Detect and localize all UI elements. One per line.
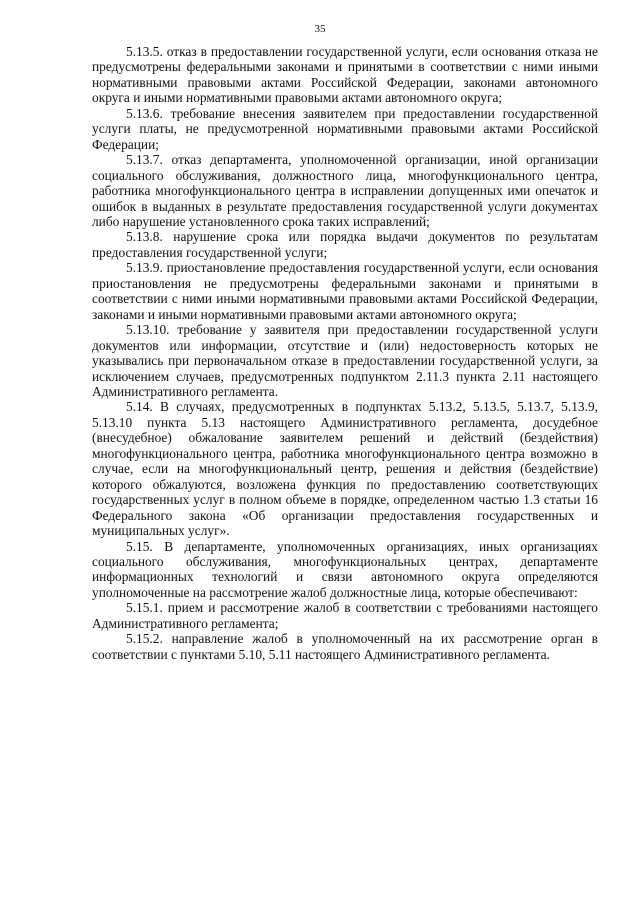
paragraph-5-13-9: 5.13.9. приостановление предоставления государственной услуги, если основания приостановления не предусмотрены федеральными законами и принятыми в соответствии с ними иными нормативными правовыми актами Российской Федерации, законами и иными нормативными правовыми актами автономного округа; (92, 260, 598, 322)
paragraph-5-14: 5.14. В случаях, предусмотренных в подпунктах 5.13.2, 5.13.5, 5.13.7, 5.13.9, 5.13.10 пункта 5.13 настоящего Административного регламента, досудебное (внесудебное) обжалование заявителем решений и действий (бездействия) многофункционального центра, работника многофункционального центра возможно в случае, если на многофункциональный центр, решения и действия (бездействие) которого обжалуются, возложена функция по предоставлению соответствующих государственных услуг в полном объеме в порядке, определенном частью 1.3 статьи 16 Федерального закона «Об организации предоставления государственных и муниципальных услуг». (92, 399, 598, 539)
paragraph-5-13-5: 5.13.5. отказ в предоставлении государственной услуги, если основания отказа не предусмотрены федеральными законами и принятыми в соответствии с ними иными нормативными правовыми актами Российской Федерации, законами автономного округа и иными нормативными правовыми актами автономного округа; (92, 44, 598, 106)
paragraph-5-13-6: 5.13.6. требование внесения заявителем при предоставлении государственной услуги платы, не предусмотренной нормативными правовыми актами Российской Федерации; (92, 105, 598, 152)
paragraph-5-13-8: 5.13.8. нарушение срока или порядка выдачи документов по результатам предоставления государственной услуги; (92, 229, 598, 260)
paragraph-5-15: 5.15. В департаменте, уполномоченных организациях, иных организациях социального обслуживания, многофункциональных центрах, департаменте информационных технологий и связи автономного округа определяются уполномоченные на рассмотрение жалоб должностные лица, которые обеспечивают: (92, 538, 598, 600)
document-body (92, 44, 598, 662)
page-number: 35 (314, 23, 326, 35)
paragraph-5-15-2: 5.15.2. направление жалоб в уполномоченный на их рассмотрение орган в соответствии с пунктами 5.10, 5.11 настоящего Административного регламента. (92, 631, 598, 662)
paragraph-5-15-1: 5.15.1. прием и рассмотрение жалоб в соответствии с требованиями настоящего Административного регламента; (92, 600, 598, 631)
paragraph-5-13-10: 5.13.10. требование у заявителя при предоставлении государственной услуги документов или информации, отсутствие и (или) недостоверность которых не указывались при первоначальном отказе в предоставлении государственной услуги, за исключением случаев, предусмотренных подпунктом 2.11.3 пункта 2.11 настоящего Административного регламента. (92, 322, 598, 399)
paragraph-5-13-7: 5.13.7. отказ департамента, уполномоченной организации, иной организации социального обслуживания, должностного лица, многофункционального центра, работника многофункционального центра в исправлении допущенных ими опечаток и ошибок в выданных в результате предоставления государственной услуги документах либо нарушение установленного срока таких исправлений; (92, 152, 598, 229)
